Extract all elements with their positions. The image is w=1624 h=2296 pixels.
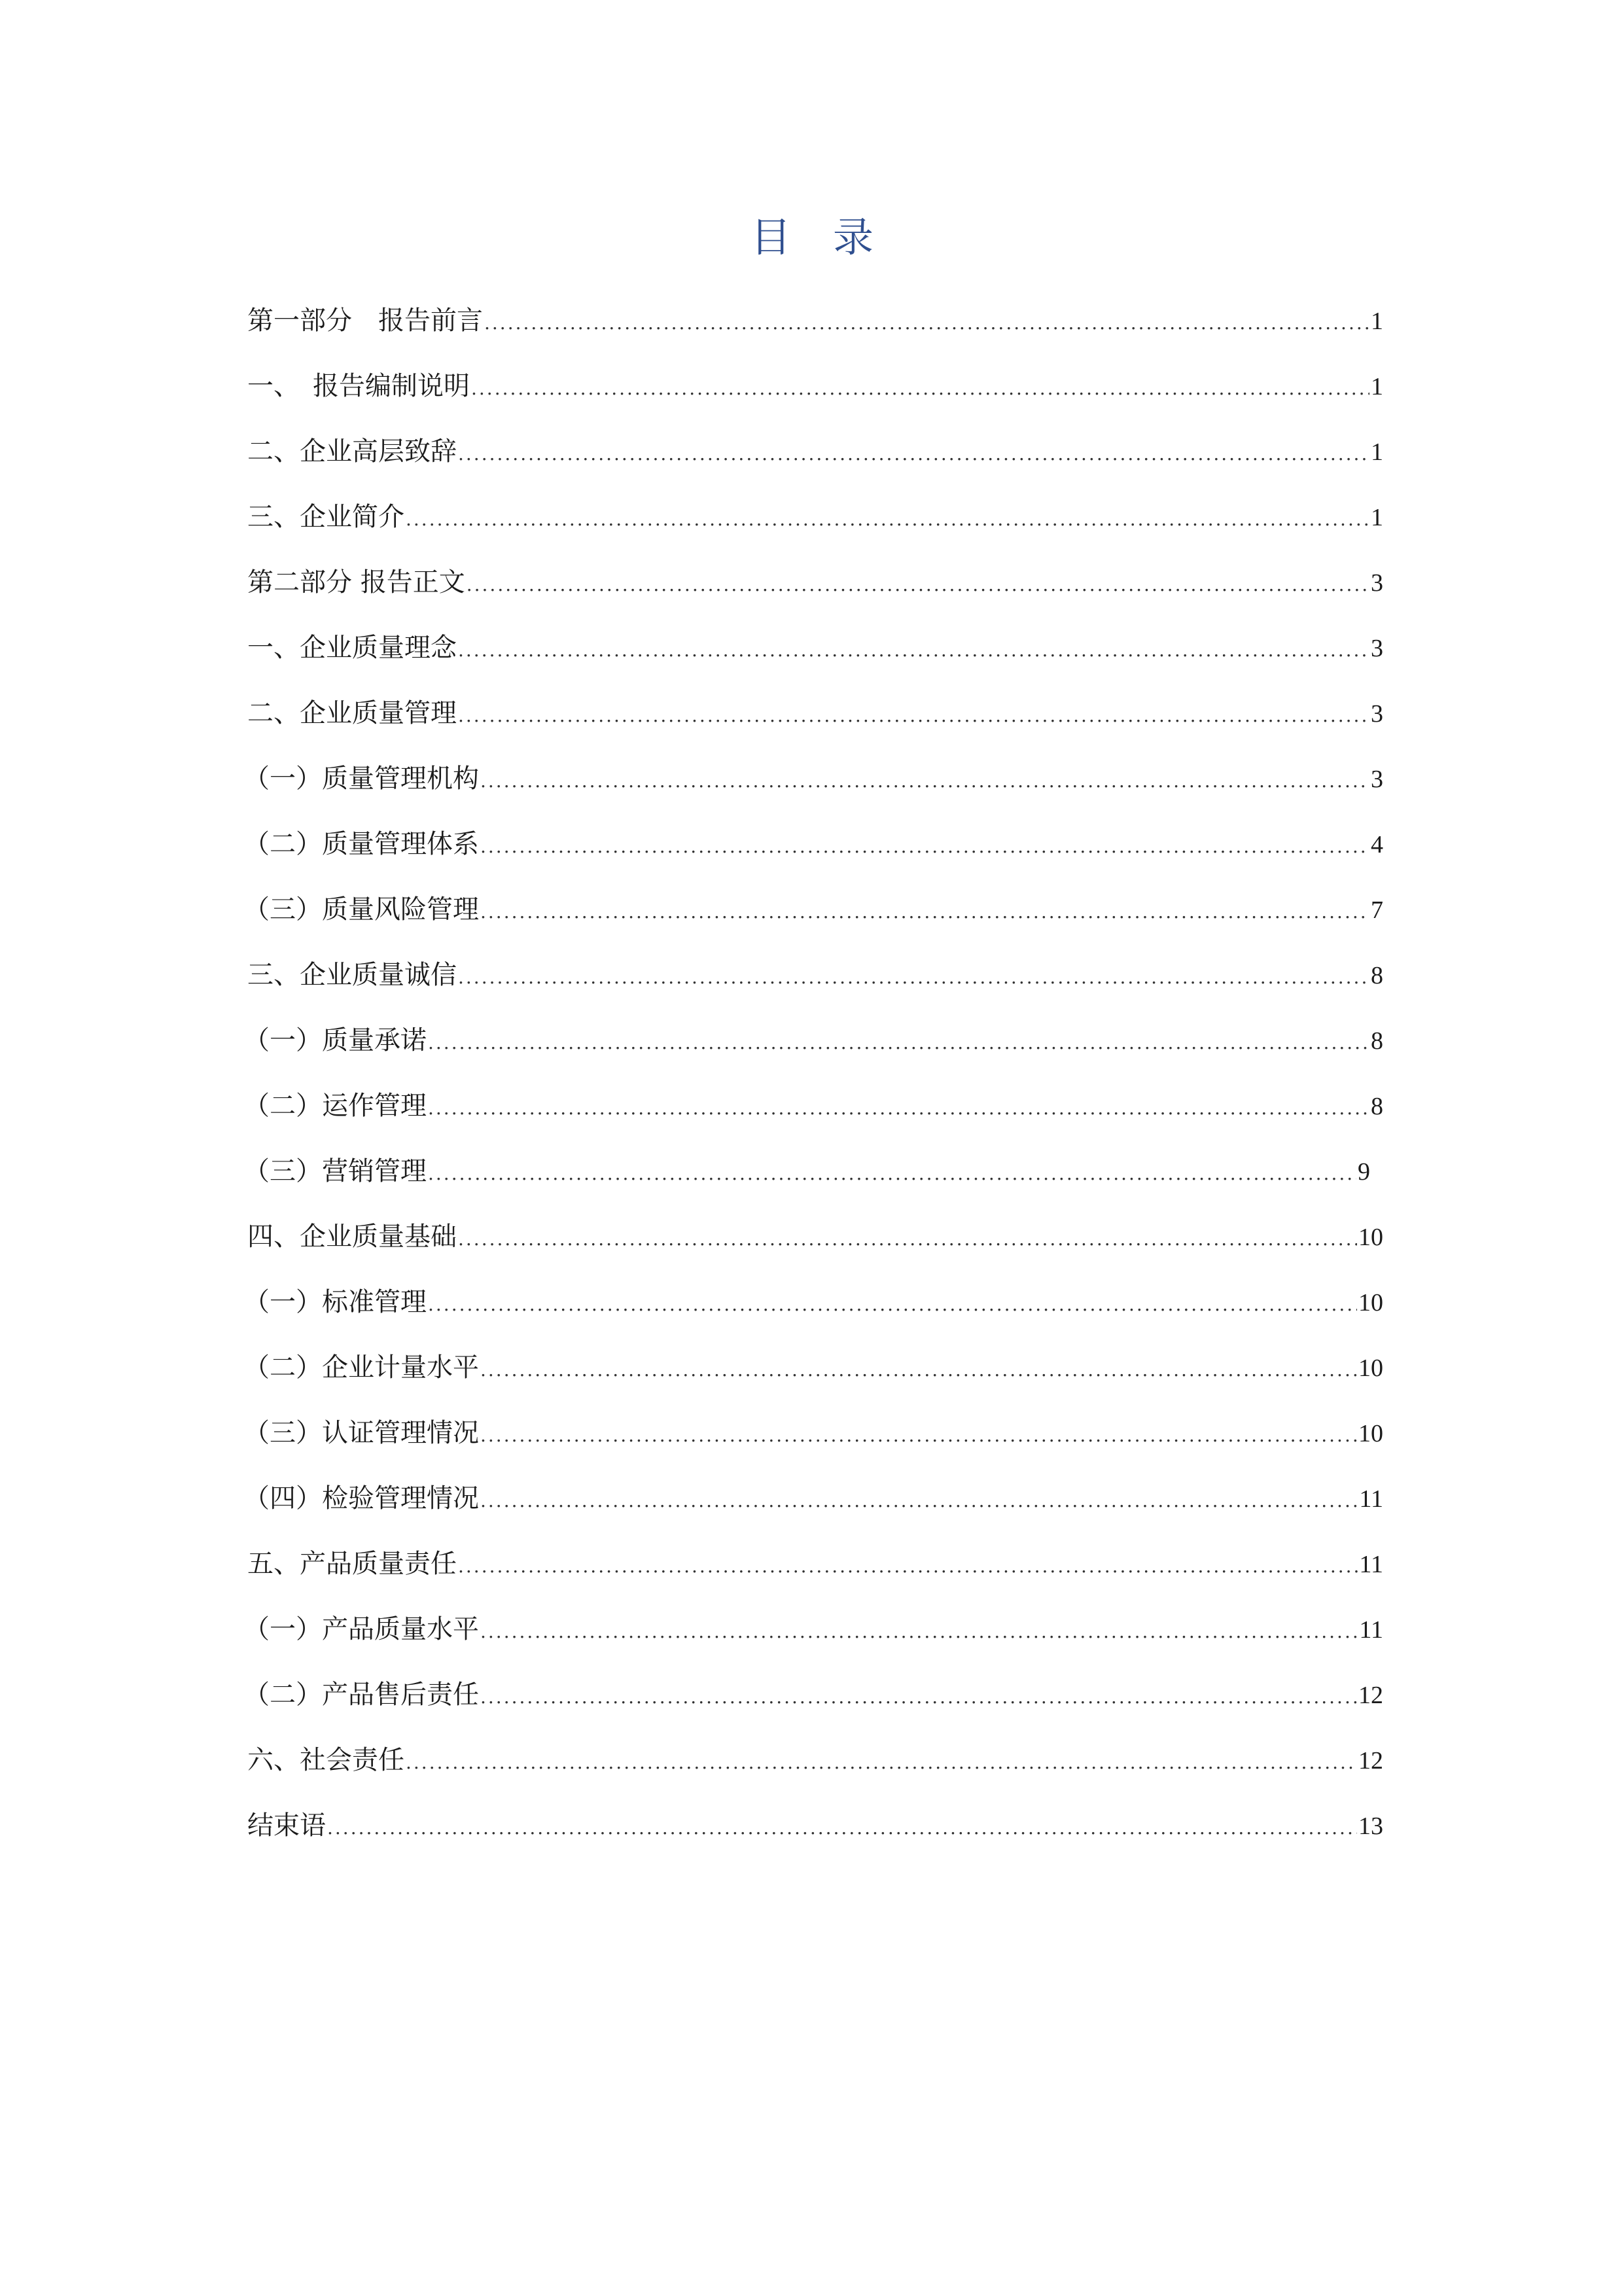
toc-entry-label: （一）产品质量水平 [243, 1614, 479, 1644]
toc-leader [480, 1403, 1357, 1468]
toc-entry-label: （一）质量承诺 [243, 1025, 427, 1055]
toc-page-number: 1 [1371, 438, 1383, 466]
toc-page-number: 1 [1371, 504, 1383, 531]
toc-entry-label: （三）质量风险管理 [243, 894, 479, 925]
toc-page-number: 11 [1359, 1616, 1383, 1644]
toc-leader [327, 1795, 1357, 1861]
toc-entry[interactable] [243, 1466, 1383, 1531]
toc-entry-label: （三）认证管理情况 [243, 1418, 479, 1448]
toc-page-number: 11 [1359, 1485, 1383, 1513]
toc-entry[interactable] [243, 1400, 1383, 1466]
toc-entry[interactable] [243, 1008, 1383, 1073]
toc-page-number: 1 [1371, 373, 1383, 400]
toc-entry[interactable] [243, 1335, 1383, 1400]
toc-list [243, 288, 1383, 1858]
toc-page-number: 3 [1371, 569, 1383, 597]
toc-entry-label: （二）产品售后责任 [243, 1680, 479, 1710]
toc-entry[interactable] [243, 1269, 1383, 1335]
toc-leader [484, 291, 1369, 356]
toc-entry-label: 一、企业质量理念 [247, 633, 457, 663]
toc-entry[interactable] [243, 1073, 1383, 1139]
toc-page-number: 10 [1358, 1420, 1383, 1447]
toc-entry-label: （二）运作管理 [243, 1091, 427, 1121]
toc-page-number: 8 [1371, 962, 1383, 989]
toc-entry[interactable] [243, 877, 1383, 942]
toc-entry[interactable] [247, 419, 1383, 484]
toc-leader [480, 814, 1369, 879]
toc-leader [458, 421, 1369, 487]
toc-title-char-1: 目 [750, 213, 791, 261]
toc-leader [480, 1599, 1358, 1665]
toc-leader [480, 749, 1369, 814]
toc-leader [471, 356, 1369, 421]
toc-page-number: 3 [1371, 700, 1383, 728]
toc-page-number: 1 [1371, 308, 1383, 335]
toc-leader [428, 1010, 1369, 1076]
toc-entry-label: 五、产品质量责任 [247, 1549, 457, 1579]
toc-entry-label: （三）营销管理 [243, 1156, 427, 1186]
toc-entry-label: 四、企业质量基础 [247, 1222, 457, 1252]
toc-title [0, 208, 1624, 267]
toc-entry[interactable] [247, 615, 1383, 680]
toc-page-number: 8 [1371, 1027, 1383, 1055]
toc-entry-label: 第二部分 报告正文 [247, 567, 465, 597]
toc-entry-label: 结束语 [247, 1810, 326, 1841]
toc-entry[interactable] [247, 353, 1383, 419]
toc-entry-label: （一）标准管理 [243, 1287, 427, 1317]
toc-page-number: 4 [1371, 831, 1383, 858]
toc-leader [428, 1076, 1369, 1141]
toc-page-number: 7 [1371, 896, 1383, 924]
toc-leader [406, 1730, 1357, 1795]
toc-title-char-2: 录 [833, 213, 874, 261]
toc-entry-label: 一、 报告编制说明 [247, 371, 470, 401]
toc-entry[interactable] [247, 288, 1383, 353]
toc-entry-label: 三、企业质量诚信 [247, 960, 457, 990]
toc-page-number: 10 [1358, 1354, 1383, 1382]
toc-leader [480, 879, 1369, 945]
toc-entry[interactable] [243, 1662, 1383, 1727]
toc-entry-label: 第一部分 报告前言 [247, 306, 483, 336]
toc-leader [458, 1207, 1357, 1272]
toc-page-number: 10 [1358, 1224, 1383, 1251]
toc-leader [458, 618, 1369, 683]
toc-entry[interactable] [247, 1531, 1383, 1597]
toc-entry-label: 二、企业高层致辞 [247, 436, 457, 467]
toc-entry[interactable] [247, 942, 1383, 1008]
toc-entry[interactable] [247, 550, 1383, 615]
toc-leader [428, 1272, 1357, 1337]
toc-leader [458, 945, 1369, 1010]
toc-leader [480, 1337, 1357, 1403]
toc-entry-label: （二）质量管理体系 [243, 829, 479, 859]
toc-page-number: 8 [1371, 1093, 1383, 1120]
toc-page-number: 12 [1358, 1747, 1383, 1775]
toc-entry-label: （一）质量管理机构 [243, 764, 479, 794]
toc-page-number: 12 [1358, 1682, 1383, 1709]
toc-leader [458, 683, 1369, 749]
toc-page-number: 3 [1371, 766, 1383, 793]
toc-page-number: 10 [1358, 1289, 1383, 1316]
toc-page-number: 9 [1358, 1158, 1370, 1186]
toc-leader [467, 552, 1369, 618]
toc-entry[interactable] [247, 1793, 1383, 1858]
toc-page-number: 11 [1359, 1551, 1383, 1578]
toc-entry[interactable] [243, 746, 1383, 811]
toc-entry-label: 三、企业简介 [247, 502, 404, 532]
toc-leader [458, 1534, 1358, 1599]
toc-leader [480, 1468, 1358, 1534]
toc-entry-label: 六、社会责任 [247, 1745, 404, 1775]
toc-entry-label: （二）企业计量水平 [243, 1352, 479, 1383]
toc-entry[interactable] [243, 1139, 1383, 1204]
toc-leader [428, 1141, 1356, 1207]
toc-entry-label: 二、企业质量管理 [247, 698, 457, 728]
toc-entry[interactable] [243, 811, 1383, 877]
toc-entry[interactable] [247, 1727, 1383, 1793]
toc-leader [480, 1665, 1357, 1730]
toc-entry-label: （四）检验管理情况 [243, 1483, 479, 1513]
toc-entry[interactable] [243, 1597, 1383, 1662]
toc-entry[interactable] [247, 484, 1383, 550]
toc-page-number: 3 [1371, 635, 1383, 662]
toc-entry[interactable] [247, 680, 1383, 746]
toc-entry[interactable] [247, 1204, 1383, 1269]
toc-leader [406, 487, 1369, 552]
toc-page-number: 13 [1358, 1812, 1383, 1840]
